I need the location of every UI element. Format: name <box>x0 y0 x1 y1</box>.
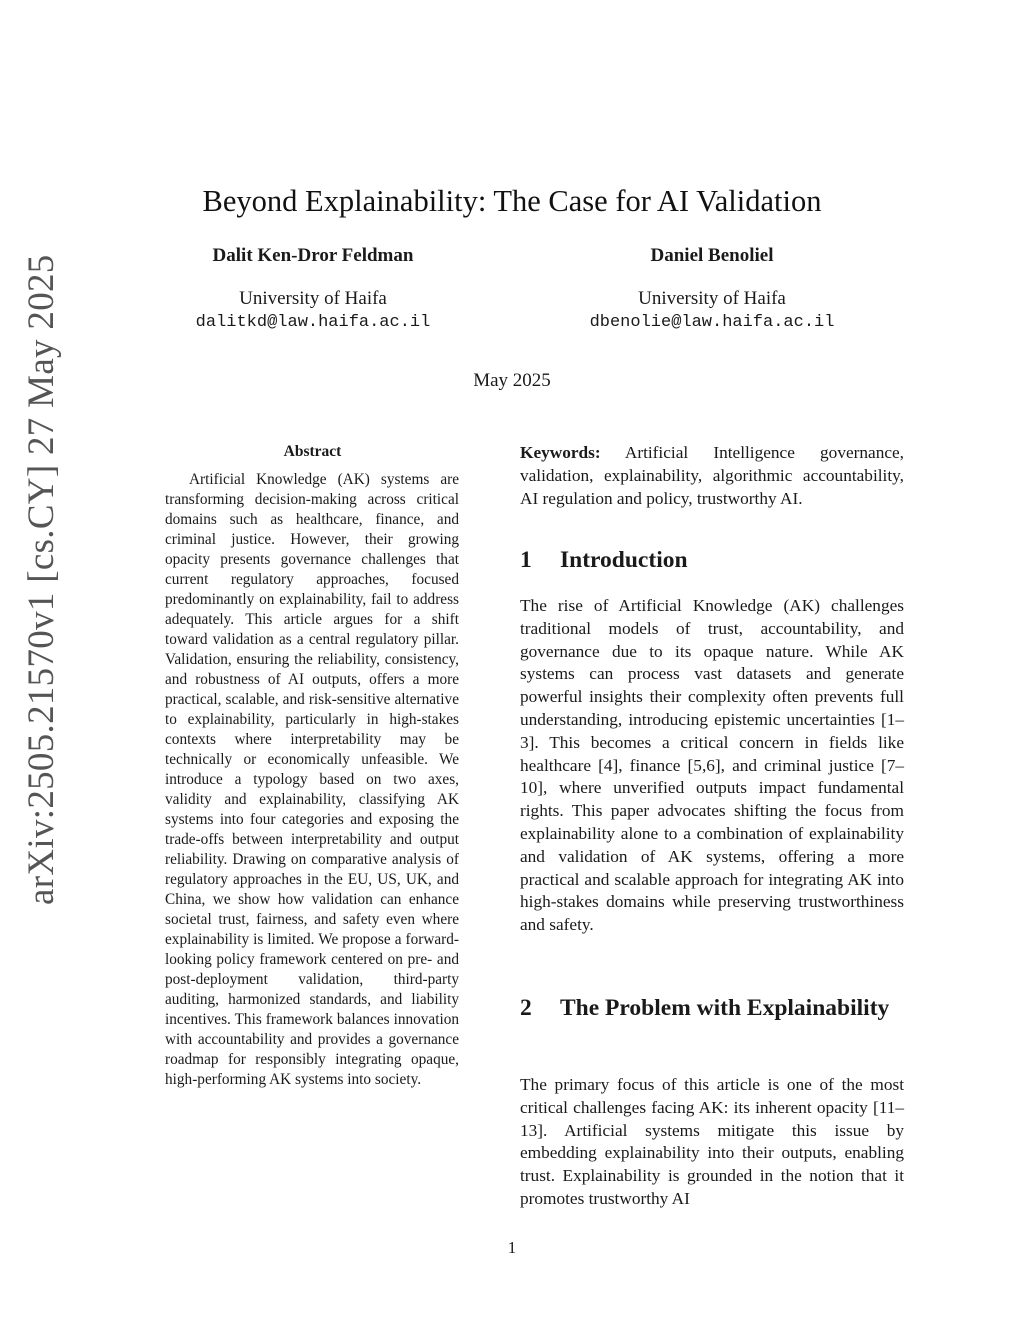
section-title: Introduction <box>560 547 688 573</box>
abstract-text: Artificial Knowledge (AK) systems are transforming decision-making across critical domains such as healthcare, finance, and criminal justice. However, their growing opacity presents governance challenges that current regulatory approaches, focused predominantly on explainability, fail to address adequately. This article argues for a shift toward validation as a central regulatory pillar. Validation, ensuring the reliability, consistency, and robustness of AI outputs, offers a more practical, scalable, and risk-sensitive alternative to explainability, particularly in high-stakes contexts where interpretability may be technically or economically unfeasible. We introduce a typology based on two axes, validity and explainability, classifying AK systems into four categories and exposing the trade-offs between interpretability and output reliability. Drawing on comparative analysis of regulatory approaches in the EU, US, UK, and China, we show how validation can enhance societal trust, fairness, and safety even where explainability is limited. We propose a forward-looking policy framework centered on pre- and post-deployment validation, third-party auditing, harmonized standards, and liability incentives. This framework balances innovation with accountability and provides a governance roadmap for responsibly integrating opaque, high-performing AK systems into society. <box>165 471 459 1088</box>
author-block <box>522 245 902 335</box>
keywords <box>520 441 904 510</box>
keywords-label: Keywords: <box>520 443 601 462</box>
section-number: 1 <box>520 547 532 573</box>
author-email: dbenolie@law.haifa.ac.il <box>589 313 835 332</box>
author-affiliation: University of Haifa <box>239 288 387 309</box>
section-title: The Problem with Explainability <box>560 995 890 1021</box>
author-name: Daniel Benoliel <box>650 245 774 266</box>
section-heading <box>520 993 904 1024</box>
author-block <box>123 245 503 335</box>
abstract-heading: Abstract <box>283 443 342 460</box>
page-number: 1 <box>507 1238 517 1257</box>
section-paragraph: The primary focus of this article is one of the most critical challenges facing AK: its inherent opacity [11–13]. Artificial systems mitigate this issue by embedding explainability into their outputs, enabling trust. Explainability is grounded in the notion that it promotes trustworthy AI <box>520 1075 904 1208</box>
paper-date: May 2025 <box>473 370 551 391</box>
section-paragraph: The rise of Artificial Knowledge (AK) challenges traditional models of trust, accountability, and governance due to its opaque nature. While AK systems can process vast datasets and generate powerful insights their complexity often prevents full understanding, introducing epistemic uncertainties [1–3]. This becomes a critical concern in fields like healthcare [4], finance [5,6], and criminal justice [7–10], where unverified outputs impact fundamental rights. This paper advocates shifting the focus from explainability alone to a combination of explainability and validation of AK systems, offering a more practical and scalable approach for integrating AK into high-stakes domains while preserving trustworthiness and safety. <box>520 596 904 935</box>
section-number: 2 <box>520 995 532 1021</box>
section-heading <box>520 545 904 576</box>
keywords-text: Artificial Intelligence governance, validation, explainability, algorithmic accountability, AI regulation and policy, trustworthy AI. <box>520 443 904 508</box>
author-affiliation: University of Haifa <box>638 288 786 309</box>
author-email: dalitkd@law.haifa.ac.il <box>195 313 431 332</box>
arxiv-identifier: arXiv:2505.21570v1 [cs.CY] 27 May 2025 <box>21 254 62 905</box>
paper-title: Beyond Explainability: The Case for AI Validation <box>202 184 822 218</box>
author-name: Dalit Ken-Dror Feldman <box>212 245 414 266</box>
